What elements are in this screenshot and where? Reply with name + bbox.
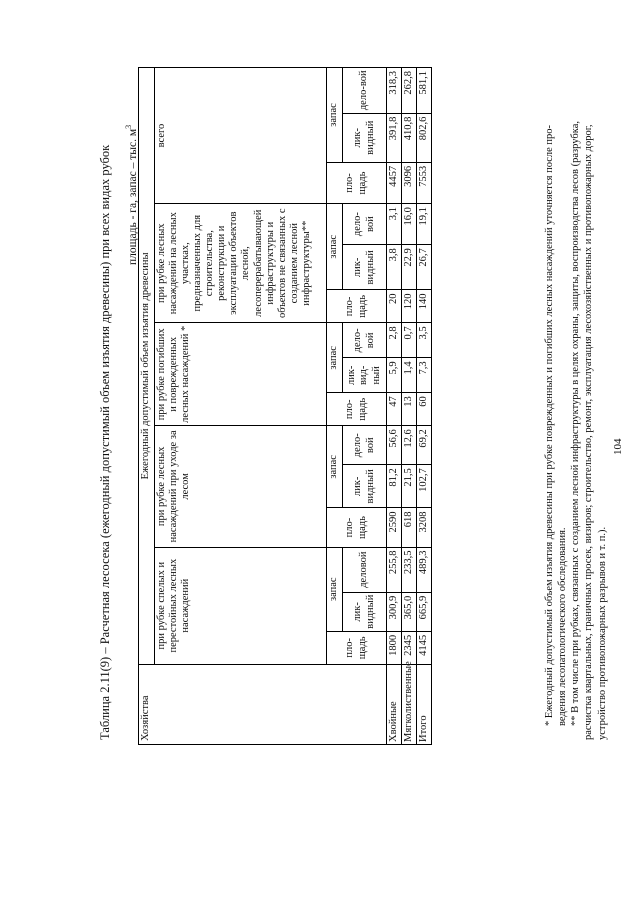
header-business: дело-вой [343, 68, 387, 114]
header-liquid: лик-видный [343, 592, 387, 631]
table-caption: Таблица 2.11(9) – Расчетная лесосека (ежегодный допустимый объем изъятия древесины) при всех видах рубок [98, 144, 112, 740]
footnote-2-cont: устройство противопожарных разрывов и т. п.). [596, 526, 608, 740]
table-cell: 5,9 [387, 358, 402, 393]
units-text: площадь - га, запас – тыс. м [126, 128, 139, 265]
footnote-2: ** В том числе при рубках, связанных с созданием лесной инфраструктуры в целях охраны, защиты, воспроизводства лесов (разрубка, [570, 121, 582, 726]
header-area: пло-щадь [327, 631, 387, 664]
header-farm: Хозяйства [139, 664, 387, 744]
table-cell: 2,8 [387, 323, 402, 358]
table-cell: 81,2 [387, 465, 402, 508]
table-cell: 300,9 [387, 592, 402, 631]
footnote-2-cont: расчистка квартальных, граничных просек, визиров; строительство, ремонт, эксплуатация лесохозяйственных и противопожарных дорог, [583, 124, 595, 740]
table-cell: 581,1 [417, 68, 432, 114]
table-cell: 13 [402, 393, 417, 426]
table-cell: 7553 [417, 162, 432, 203]
table-cell: 0,7 [402, 323, 417, 358]
table-cell: 489,3 [417, 547, 432, 592]
row-name: Мягколиственные [402, 664, 417, 744]
header-area: пло-щадь [327, 393, 387, 426]
header-liquid: лик-вид-ный [343, 358, 387, 393]
page-number: 104 [612, 438, 624, 455]
header-liquid: лик-видный [343, 465, 387, 508]
units-superscript: 3 [124, 124, 133, 129]
logging-table [138, 67, 432, 745]
table-cell: 665,9 [417, 592, 432, 631]
header-business: дело-вой [343, 323, 387, 358]
table-cell: 391,8 [387, 113, 402, 162]
header-business: дело-вой [343, 204, 387, 245]
table-row [402, 68, 417, 745]
footnote-1: * Ежегодный допустимый объем изъятия древесины при рубке поврежденных и погибших лесных насаждений уточняется после про- [544, 124, 555, 726]
header-area: пло-щадь [327, 508, 387, 547]
row-name: Итого [417, 664, 432, 744]
table-cell: 102,7 [417, 465, 432, 508]
header-stock: запас [327, 547, 343, 631]
table-cell: 22,9 [402, 245, 417, 290]
table-cell: 60 [417, 393, 432, 426]
table-cell: 7,3 [417, 358, 432, 393]
header-area: пло-щадь [327, 290, 387, 323]
table-cell: 4145 [417, 631, 432, 664]
header-stock: запас [327, 68, 343, 163]
table-cell: 120 [402, 290, 417, 323]
footnotes [543, 80, 609, 740]
table-cell: 3096 [402, 162, 417, 203]
table-cell: 3,5 [417, 323, 432, 358]
footnote-1-cont: ведения лесопатологического обследования. [557, 527, 569, 726]
table-cell: 12,6 [402, 426, 417, 465]
header-business: дело-вой [343, 426, 387, 465]
table-cell: 21,5 [402, 465, 417, 508]
table-cell: 2590 [387, 508, 402, 547]
header-area: пло-щадь [327, 162, 387, 203]
table-cell: 802,6 [417, 113, 432, 162]
table-row [387, 68, 402, 745]
table-cell: 1800 [387, 631, 402, 664]
table-cell: 365,0 [402, 592, 417, 631]
table-row [417, 68, 432, 745]
table-cell: 47 [387, 393, 402, 426]
table-cell: 3208 [417, 508, 432, 547]
table-cell: 26,7 [417, 245, 432, 290]
table-cell: 255,8 [387, 547, 402, 592]
header-stock: запас [327, 426, 343, 508]
header-group-5: всего [155, 68, 327, 204]
table-cell: 19,1 [417, 204, 432, 245]
header-group-3: при рубке погибших и поврежденных лесных насаждений * [155, 323, 327, 426]
header-liquid: лик-видный [343, 245, 387, 290]
table-cell: 410,8 [402, 113, 417, 162]
header-group-1: при рубке спелых и перестойных лесных насаждений [155, 547, 327, 664]
row-name: Хвойные [387, 664, 402, 744]
header-liquid: лик-видный [343, 113, 387, 162]
header-group-2: при рубке лесных насаждений при уходе за лесом [155, 426, 327, 547]
header-business: деловой [343, 547, 387, 592]
table-cell: 69,2 [417, 426, 432, 465]
header-group-title: Ежегодный допустимый объем изъятия древесины [139, 68, 155, 665]
table-cell: 618 [402, 508, 417, 547]
table-cell: 3,8 [387, 245, 402, 290]
units-note [124, 125, 139, 265]
table-cell: 262,8 [402, 68, 417, 114]
table-cell: 2345 [402, 631, 417, 664]
table-cell: 318,3 [387, 68, 402, 114]
table-cell: 4457 [387, 162, 402, 203]
table-cell: 20 [387, 290, 402, 323]
table-cell: 233,5 [402, 547, 417, 592]
table-cell: 16,0 [402, 204, 417, 245]
header-group-4: при рубке лесных насаждений на лесных участках, предназначенных для строительства, реконструкции и эксплуатации объектов лесной, лесоперерабатывающей инфраструктуры и объектов не связанных с созданием лесной инфраструктуры** [155, 204, 327, 323]
table-cell: 1,4 [402, 358, 417, 393]
header-stock: запас [327, 323, 343, 393]
table-cell: 3,1 [387, 204, 402, 245]
table-cell: 56,6 [387, 426, 402, 465]
header-stock: запас [327, 204, 343, 290]
table-cell: 140 [417, 290, 432, 323]
